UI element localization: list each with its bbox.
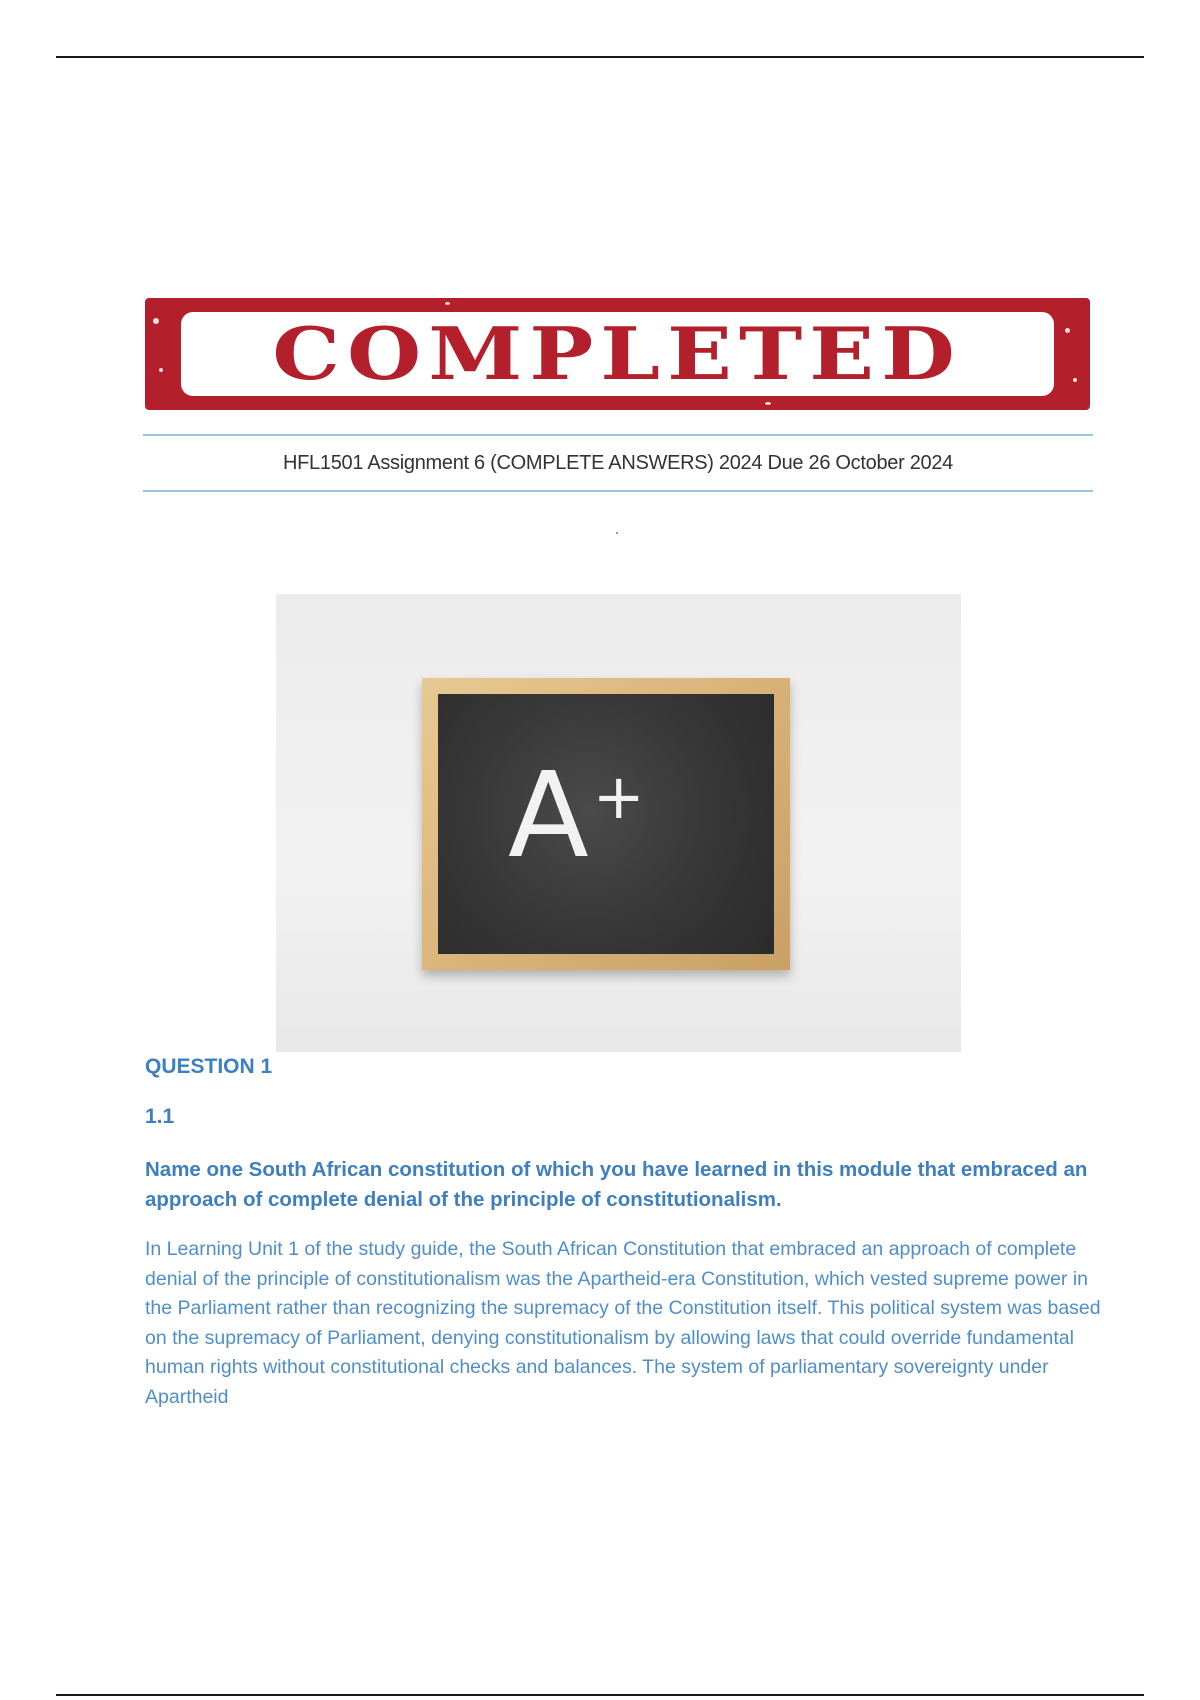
stamp-speckle xyxy=(1073,378,1077,382)
stamp-text: COMPLETED xyxy=(272,311,963,396)
stamp-inner-panel xyxy=(181,312,1054,396)
stray-dot xyxy=(616,532,618,534)
title-bottom-rule xyxy=(143,490,1093,492)
wooden-frame xyxy=(422,678,790,970)
chalkboard xyxy=(438,694,774,954)
grade-letter: A xyxy=(508,746,593,884)
stamp-speckle xyxy=(765,402,771,405)
document-title: HFL1501 Assignment 6 (COMPLETE ANSWERS) 2024 Due 26 October 2024 xyxy=(282,452,954,474)
stamp-speckle xyxy=(445,302,450,305)
completed-stamp xyxy=(145,298,1090,410)
chalkboard-photo xyxy=(276,594,961,1052)
grade-plus: + xyxy=(592,760,649,833)
stamp-speckle xyxy=(159,368,163,372)
question-heading: QUESTION 1 xyxy=(145,1055,273,1078)
question-prompt: Name one South African constitution of which you have learned in this module that embraced an approach of complete denial of the principle of constitutionalism. xyxy=(145,1158,1088,1211)
stamp-speckle xyxy=(153,318,159,324)
grade-text xyxy=(508,746,649,884)
question-number: 1.1 xyxy=(145,1105,175,1128)
page-bottom-rule xyxy=(56,1694,1144,1696)
title-top-rule xyxy=(143,434,1093,436)
answer-paragraph: In Learning Unit 1 of the study guide, the South African Constitution that embraced an approach of complete denial of the principle of constitutionalism was the Apartheid-era Constitution, which vested supreme power in the Parliament rather than recognizing the supremacy of the Constitution itself. This political system was based on the supremacy of Parliament, denying constitutionalism by allowing laws that could override fundamental human rights without constitutional checks and balances. The system of parliamentary sovereignty under Apartheid xyxy=(145,1238,1101,1408)
page-top-rule xyxy=(56,56,1144,58)
stamp-speckle xyxy=(1065,328,1070,333)
